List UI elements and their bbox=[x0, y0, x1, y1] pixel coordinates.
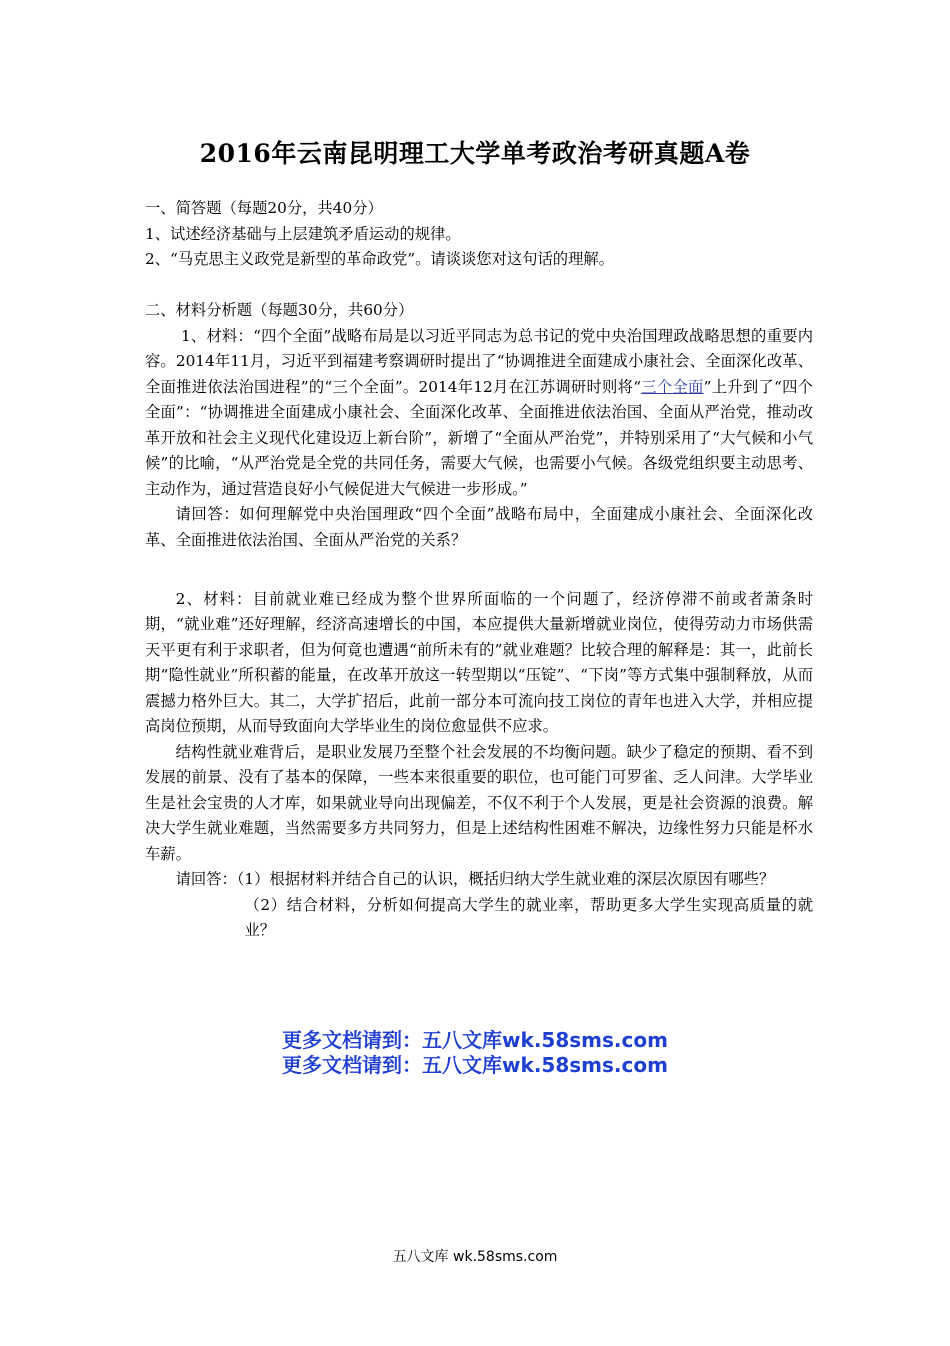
material-2-paragraph-2: 结构性就业难背后，是职业发展乃至整个社会发展的不均衡问题。缺少了稳定的预期、看不到发展的前景、没有了基本的保障，一些本来很重要的职位，也可能门可罗雀、乏人问津。大学毕业生是社会宝贵的人才库，如果就业导向出现偏差，不仅不利于个人发展，更是社会资源的浪费。解决大学生就业难题，当然需要多方共同努力，但是上述结构性困难不解决，边缘性努力只能是杯水车薪。 bbox=[145, 742, 813, 863]
document-body bbox=[145, 196, 813, 944]
material-1-text-a: 1、材料：“四个全面”战略布局是以习近平同志为总书记的党中央治国理政战略思想的重要内容。2014年11月，习近平到福建考察调研时提出了“协调推进全面建成小康社会、全面深化改革、全面推进依法治国进程”的“三个全面”。2014年12月在江苏调研时则将“ bbox=[145, 326, 813, 396]
three-comprehensives-link[interactable]: 三个全面 bbox=[641, 377, 704, 396]
section2-heading: 二、材料分析题（每题30分，共60分） bbox=[145, 301, 414, 319]
promo-line-1[interactable]: 更多文档请到：五八文库wk.58sms.com bbox=[282, 1028, 668, 1052]
material-2-question-1: 请回答：（1）根据材料并结合自己的认识，概括归纳大学生就业难的深层次原因有哪些？ bbox=[175, 870, 775, 888]
section1-heading: 一、简答题（每题20分，共40分） bbox=[145, 199, 383, 217]
material-2-paragraph-1: 2、材料：目前就业难已经成为整个世界所面临的一个问题了，经济停滞不前或者萧条时期，“就业难”还好理解，经济高速增长的中国，本应提供大量新增就业岗位，使得劳动力市场供需天平更有利于求职者，但为何竟也遭遇“前所未有的”就业难题？比较合理的解释是：其一，此前长期“隐性就业”所积蓄的能量，在改革开放这一转型期以“压锭”、“下岗”等方式集中强制释放，从而震撼力格外巨大。其二，大学扩招后，此前一部分本可流向技工岗位的青年也进入大学，并相应提高岗位预期，从而导致面向大学毕业生的岗位愈显供不应求。 bbox=[145, 589, 813, 735]
material-1 bbox=[145, 324, 813, 503]
page-title: 2016年云南昆明理工大学单考政治考研真题A卷 bbox=[199, 139, 751, 168]
material-1-question: 请回答：如何理解党中央治国理政“四个全面”战略布局中，全面建成小康社会、全面深化改革、全面推进依法治国、全面从严治党的关系？ bbox=[145, 505, 813, 549]
material-1-text-b: ”上升到了“四个全面”：“协调推进全面建成小康社会、全面深化改革、全面推进依法治国、全面从严治党，推动改革开放和社会主义现代化建设迈上新台阶”，新增了“全面从严治党”，并特别采用了“大气候和小气候”的比喻，“从严治党是全党的共同任务，需要大气候，也需要小气候。各级党组织要主动思考、主动作为，通过营造良好小气候促进大气候进一步形成。” bbox=[145, 377, 813, 498]
page-footer: 五八文库 wk.58sms.com bbox=[392, 1249, 558, 1265]
section1-question-1: 1、试述经济基础与上层建筑矛盾运动的规律。 bbox=[145, 224, 461, 243]
section1-question-2: 2、“马克思主义政党是新型的革命政党”。请谈谈您对这句话的理解。 bbox=[145, 250, 614, 268]
material-2-question-2: （2）结合材料，分析如何提高大学生的就业率，帮助更多大学生实现高质量的就业？ bbox=[244, 895, 813, 939]
promo-line-2[interactable]: 更多文档请到：五八文库wk.58sms.com bbox=[282, 1053, 668, 1077]
